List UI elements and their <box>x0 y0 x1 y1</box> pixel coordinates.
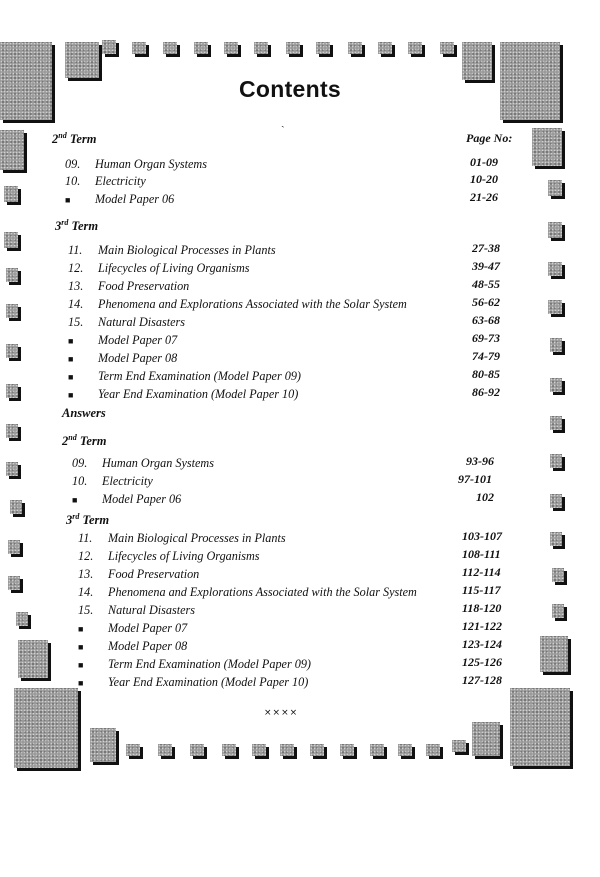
entry-page-range: 97-101 <box>458 472 492 486</box>
bullet-icon: ■ <box>78 660 84 670</box>
term-suffix: rd <box>72 512 80 521</box>
entry-number: 10. <box>65 174 81 188</box>
contents-entry <box>65 174 146 189</box>
answers-heading: Answers <box>62 406 106 420</box>
entry-title: Model Paper 08 <box>108 639 188 653</box>
entry-page-range: 48-55 <box>472 277 500 291</box>
contents-entry <box>68 261 250 276</box>
entry-title: Lifecycles of Living Organisms <box>108 549 260 563</box>
term-word: Term <box>69 132 97 147</box>
entry-number: 09. <box>72 456 88 470</box>
term-number: 2 <box>62 434 69 449</box>
entry-title: Human Organ Systems <box>102 456 214 470</box>
entry-page-range: 10-20 <box>470 172 498 186</box>
entry-page-range: 127-128 <box>462 673 502 687</box>
entry-page-range: 80-85 <box>472 367 500 381</box>
contents-entry <box>78 657 311 672</box>
entry-title: Natural Disasters <box>108 603 196 617</box>
entry-page-range: 74-79 <box>472 349 500 363</box>
contents-entry <box>68 297 407 312</box>
entry-page-range: 69-73 <box>472 331 500 345</box>
entry-page-range: 01-09 <box>470 155 498 169</box>
contents-entry <box>68 279 189 294</box>
contents-entry <box>68 333 177 348</box>
entry-page-range: 123-124 <box>462 637 502 651</box>
term-heading <box>52 131 96 147</box>
entry-number: 15. <box>78 603 94 617</box>
entry-number: 11. <box>68 243 83 257</box>
bullet-icon: ■ <box>68 390 74 400</box>
contents-entry <box>78 639 187 654</box>
entry-title: Food Preservation <box>108 567 200 581</box>
term-heading <box>55 218 98 234</box>
entry-title: Term End Examination (Model Paper 09) <box>98 369 301 383</box>
contents-entry <box>65 192 174 207</box>
entry-title: Electricity <box>95 174 146 188</box>
contents-entry <box>68 351 177 366</box>
entry-title: Main Biological Processes in Plants <box>98 243 276 257</box>
bullet-icon: ■ <box>78 642 84 652</box>
term-word: Term <box>82 513 110 528</box>
entry-title: Main Biological Processes in Plants <box>108 531 286 545</box>
entry-page-range: 108-111 <box>462 547 501 561</box>
bullet-icon: ■ <box>78 624 84 634</box>
entry-title: Human Organ Systems <box>95 157 207 171</box>
entry-title: Food Preservation <box>98 279 190 293</box>
entry-number: 13. <box>78 567 94 581</box>
page-title: Contents <box>238 76 342 102</box>
entry-number: 11. <box>78 531 93 545</box>
contents-entry <box>78 567 199 582</box>
entry-title: Model Paper 08 <box>98 351 178 365</box>
entry-page-range: 27-38 <box>472 241 500 255</box>
contents-entry <box>68 387 298 402</box>
entry-title: Term End Examination (Model Paper 09) <box>108 657 311 671</box>
entry-number: 09. <box>65 157 81 171</box>
end-stars: ×××× <box>264 708 299 718</box>
term-number: 3 <box>66 513 73 528</box>
bullet-icon: ■ <box>68 372 74 382</box>
contents-entry <box>68 243 276 258</box>
entry-page-range: 125-126 <box>462 655 502 669</box>
bullet-icon: ■ <box>68 336 74 346</box>
page-no-header: Page No: <box>466 131 513 145</box>
entry-title: Natural Disasters <box>98 315 186 329</box>
entry-page-range: 93-96 <box>466 454 494 468</box>
entry-page-range: 39-47 <box>472 259 500 273</box>
term-heading <box>66 512 109 528</box>
entry-page-range: 118-120 <box>462 601 502 615</box>
bullet-icon: ■ <box>65 195 71 205</box>
contents-entry <box>78 531 286 546</box>
pen-mark: ˏ <box>281 116 285 128</box>
entry-page-range: 115-117 <box>462 583 501 597</box>
term-suffix: rd <box>61 218 69 227</box>
entry-title: Year End Examination (Model Paper 10) <box>108 675 309 689</box>
entry-number: 15. <box>68 315 84 329</box>
entry-page-range: 112-114 <box>462 565 501 579</box>
entry-title: Model Paper 06 <box>95 192 175 206</box>
entry-title: Phenomena and Explorations Associated with the Solar System <box>108 585 417 599</box>
contents-entry <box>65 157 207 172</box>
entry-title: Model Paper 06 <box>102 492 182 506</box>
term-number: 2 <box>52 132 59 147</box>
contents-entry <box>72 474 153 489</box>
entry-page-range: 86-92 <box>472 385 500 399</box>
term-word: Term <box>71 219 99 234</box>
contents-entry <box>78 585 417 600</box>
entry-number: 14. <box>68 297 84 311</box>
entry-page-range: 56-62 <box>472 295 500 309</box>
entry-number: 12. <box>78 549 94 563</box>
entry-number: 13. <box>68 279 84 293</box>
bullet-icon: ■ <box>68 354 74 364</box>
entry-title: Phenomena and Explorations Associated with the Solar System <box>98 297 407 311</box>
entry-page-range: 63-68 <box>472 313 500 327</box>
contents-entry <box>78 621 187 636</box>
term-heading <box>62 433 106 449</box>
entry-number: 14. <box>78 585 94 599</box>
entry-title: Lifecycles of Living Organisms <box>98 261 250 275</box>
contents-entry <box>72 456 214 471</box>
entry-number: 10. <box>72 474 88 488</box>
term-suffix: nd <box>68 433 77 442</box>
term-suffix: nd <box>58 131 67 140</box>
entry-page-range: 21-26 <box>470 190 498 204</box>
contents-entry <box>72 492 181 507</box>
contents-entry <box>68 315 185 330</box>
contents-entry <box>68 369 301 384</box>
term-word: Term <box>79 434 107 449</box>
bullet-icon: ■ <box>78 678 84 688</box>
entry-title: Year End Examination (Model Paper 10) <box>98 387 299 401</box>
entry-page-range: 103-107 <box>462 529 502 543</box>
entry-title: Model Paper 07 <box>108 621 188 635</box>
bullet-icon: ■ <box>72 495 78 505</box>
entry-page-range: 102 <box>476 490 494 504</box>
contents-entry <box>78 603 195 618</box>
entry-title: Electricity <box>102 474 153 488</box>
contents-entry <box>78 675 308 690</box>
entry-page-range: 121-122 <box>462 619 502 633</box>
term-number: 3 <box>55 219 62 234</box>
entry-title: Model Paper 07 <box>98 333 178 347</box>
entry-number: 12. <box>68 261 84 275</box>
contents-entry <box>78 549 260 564</box>
